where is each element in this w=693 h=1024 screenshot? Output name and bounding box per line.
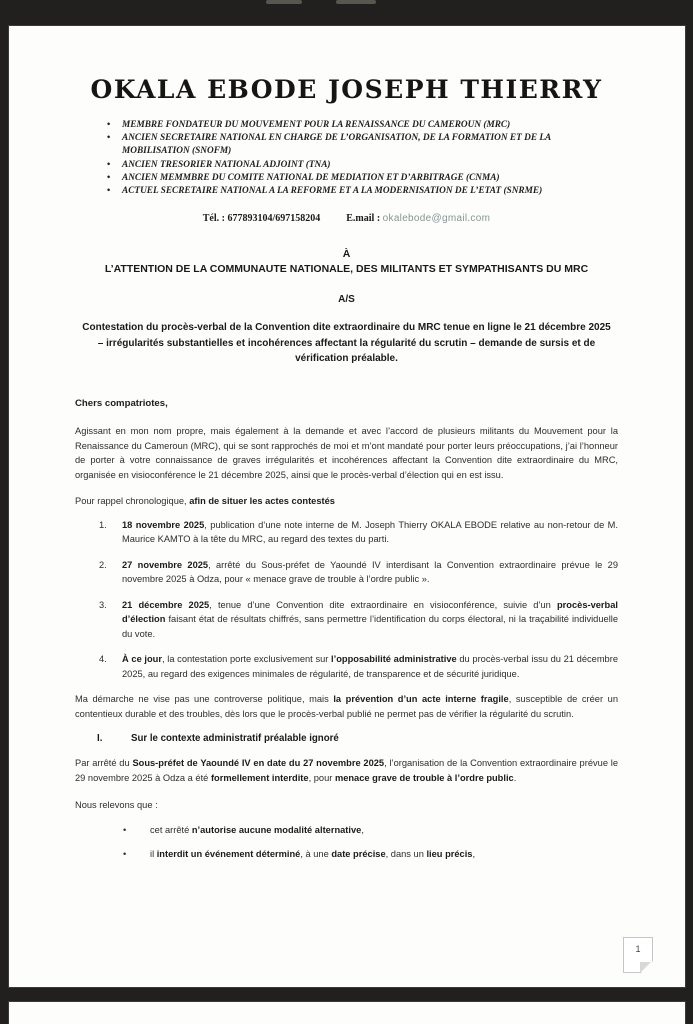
timeline-item-text: 27 novembre 2025, arrêté du Sous-préfet de Yaoundé IV interdisant la Convention extraordinaire prévue le 29 novembre 2025 à Odza, pour « menace grave de trouble à l’ordre public ». <box>122 559 618 584</box>
section-number: I. <box>97 733 103 744</box>
paragraph-we-note: Nous relevons que : <box>75 800 158 810</box>
timeline-item <box>75 518 618 547</box>
timeline-item-text: 21 décembre 2025, tenue d’une Convention dite extraordinaire en visioconférence, suivie d’un procès-verbal d’élection faisant état de résultats chiffrés, sans permettre l’identification du corps électoral, ni la traçabilité individuelle du vote. <box>122 599 618 639</box>
top-edge-artifact <box>266 0 302 4</box>
timeline-item <box>75 598 618 642</box>
timeline-item-text: À ce jour, la contestation porte exclusivement sur l’opposabilité administrative du procès-verbal issu du 21 décembre 2025, au regard des exigences minimales de régularité, de transparence et de sécurité juridique. <box>122 654 618 679</box>
author-name: OKALA EBODE JOSEPH THIERRY <box>90 75 603 104</box>
page-number-badge <box>623 937 653 973</box>
bullet-marker: • <box>123 824 127 835</box>
salutation: Chers compatriotes, <box>75 398 168 409</box>
contact-line <box>75 213 618 224</box>
document-page-2-edge <box>8 1001 686 1024</box>
reference-mark: A/S <box>338 294 355 306</box>
page-number: 1 <box>635 944 641 954</box>
section-heading-1 <box>75 733 618 744</box>
email-link[interactable]: okalebode@gmail.com <box>382 213 491 225</box>
timeline-item-text: 18 novembre 2025, publication d’une note interne de M. Joseph Thierry OKALA EBODE relative au non-retour de M. Maurice KAMTO à la tête du MRC, au regard des textes du parti. <box>122 519 618 544</box>
finding-item <box>75 823 618 838</box>
finding-item-text: cet arrêté n’autorise aucune modalité alternative, <box>150 824 364 835</box>
addressee-to: À <box>342 248 351 261</box>
subject-block: Contestation du procès-verbal de la Convention dite extraordinaire du MRC tenue en ligne le 21 décembre 2025 – irrégularités substantielles et incohérences affectant la régularité du scrutin – demande de sursis et de vérification préalable. <box>82 322 611 365</box>
paragraph-purpose: Ma démarche ne vise pas une controverse politique, mais la prévention d’un acte interne fragile, susceptible de créer un contentieux durable et des troubles, dès lors que le procès-verbal publié ne permet pas de vérifier la régularité du scrutin. <box>75 694 618 719</box>
phone-value: 677893104/697158204 <box>227 213 321 225</box>
role-item: • ANCIEN TRESORIER NATIONAL ADJOINT (TNA) <box>105 159 607 172</box>
timeline-item-number: 1. <box>99 519 107 530</box>
phone-number <box>203 213 321 224</box>
timeline-item <box>75 558 618 587</box>
findings-list <box>75 823 618 862</box>
timeline-item <box>75 652 618 681</box>
timeline-item-number: 3. <box>99 599 107 610</box>
phone-label: Tél. : <box>202 213 225 225</box>
email-label: E.mail : <box>346 213 381 225</box>
letterhead-roles-list <box>105 119 607 198</box>
role-item: • MEMBRE FONDATEUR DU MOUVEMENT POUR LA RENAISSANCE DU CAMEROUN (MRC) <box>105 119 607 132</box>
role-item: • ACTUEL SECRETAIRE NATIONAL A LA REFORME ET A LA MODERNISATION DE L’ETAT (SNRME) <box>105 185 607 198</box>
role-item: • ANCIEN SECRETAIRE NATIONAL EN CHARGE DE L’ORGANISATION, DE LA FORMATION ET DE LA MOBILISATION (SNOFM) <box>105 132 607 158</box>
addressee-line: L’ATTENTION DE LA COMMUNAUTE NATIONALE, DES MILITANTS ET SYMPATHISANTS DU MRC <box>104 263 589 276</box>
addressee-block <box>75 247 618 277</box>
role-item: • ANCIEN MEMMBRE DU COMITE NATIONAL DE MEDIATION ET D’ARBITRAGE (CNMA) <box>105 172 607 185</box>
timeline-list <box>75 518 618 682</box>
paragraph-chronology-lead: Pour rappel chronologique, afin de situer les actes contestés <box>75 496 335 506</box>
section-title: Sur le contexte administratif préalable ignoré <box>131 733 339 744</box>
bullet-marker: • <box>123 849 127 859</box>
finding-item-text: il interdit un événement déterminé, à une date précise, dans un lieu précis, <box>150 849 476 859</box>
document-page-1 <box>8 25 686 988</box>
paragraph-intro: Agissant en mon nom propre, mais également à la demande et avec l’accord de plusieurs militants du Mouvement pour la Renaissance du Cameroun (MRC), qui se sont rapprochés de moi et m’ont mandaté pour porter leurs préoccupations, j’ai l’honneur de porter à votre connaissance de graves irrégularités et incohérences affectant la Convention dite extraordinaire du MRC, organisée en visioconférence le 21 décembre 2025, ainsi que le procès-verbal d’élection qui en est issu. <box>75 426 618 480</box>
finding-item <box>75 847 618 862</box>
timeline-item-number: 4. <box>99 654 107 664</box>
paragraph-prefect-order: Par arrêté du Sous-préfet de Yaoundé IV en date du 27 novembre 2025, l’organisation de la Convention extraordinaire prévue le 29 novembre 2025 à Odza a été formellement interdite, pour menace grave de trouble à l’ordre public. <box>75 758 618 783</box>
timeline-item-number: 2. <box>99 559 107 570</box>
top-edge-artifact <box>336 0 376 4</box>
